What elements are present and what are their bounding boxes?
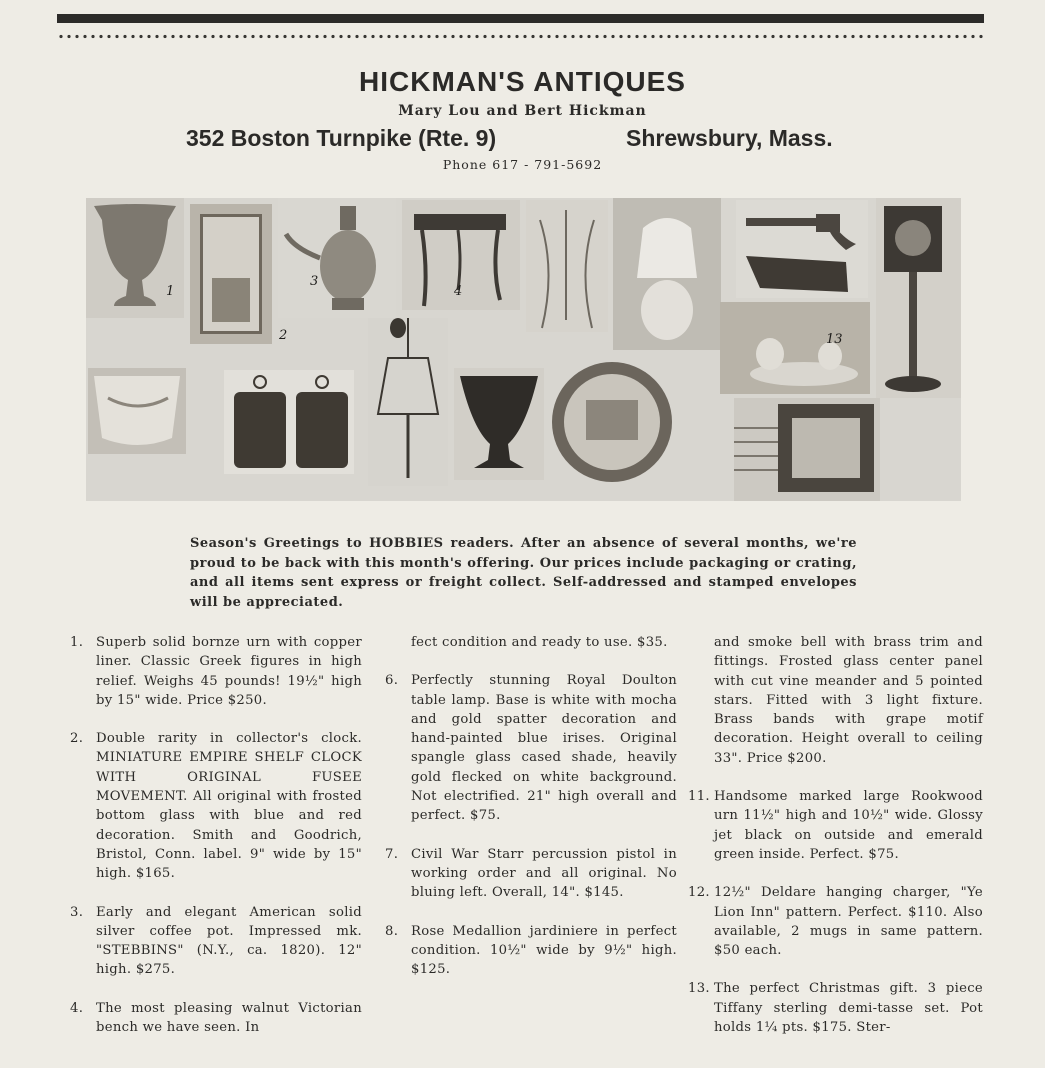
item-number: 6. bbox=[385, 673, 399, 689]
listing-column-2 bbox=[385, 633, 677, 998]
owners-line: Mary Lou and Bert Hickman bbox=[398, 103, 647, 119]
top-thick-rule bbox=[57, 14, 984, 23]
photo-label-1: 1 bbox=[166, 284, 175, 299]
photo-rose-medallion-jardiniere bbox=[88, 368, 186, 454]
photo-tiffany-tea-set bbox=[720, 302, 870, 394]
top-dotted-rule bbox=[57, 33, 984, 40]
item-number: 7. bbox=[385, 846, 399, 862]
charger-shape bbox=[548, 360, 678, 492]
continued-text: fect condition and ready to use. $35. bbox=[411, 635, 668, 650]
item-description: Rose Medallion jardiniere in perfect condition. 10½" wide by 9½" high. $125. bbox=[411, 923, 677, 978]
city-state: Shrewsbury, Mass. bbox=[626, 125, 833, 151]
item-number: 4. bbox=[70, 1000, 84, 1016]
photo-shelf-clock bbox=[190, 204, 272, 344]
continued-text: and smoke bell with brass trim and fittings. Frosted glass center panel with cut vine meander and 5 pointed stars. Fitted with 3 light fixture. Brass bands with grape motif decoration. Height overall to ceiling 33". Price $200. bbox=[714, 635, 983, 766]
list-item bbox=[688, 883, 983, 960]
item-description: Handsome marked large Rookwood urn 11½" high and 10½" wide. Glossy jet black on outside and emerald green inside. Perfect. $75. bbox=[714, 789, 983, 862]
item-description: Perfectly stunning Royal Doulton table lamp. Base is white with mocha and gold spatter decoration and hand-painted blue irises. Original spangle glass cased shade, heavily gold flecked on white background. Not electrified. 21" high overall and perfect. $75. bbox=[411, 673, 677, 824]
listing-column-3 bbox=[688, 633, 983, 1056]
photo-label-4: 4 bbox=[454, 284, 463, 299]
tea-set-shape bbox=[720, 302, 870, 394]
photo-label-13: 13 bbox=[826, 332, 843, 347]
street-address: 352 Boston Turnpike (Rte. 9) bbox=[186, 125, 497, 151]
item-number: 13. bbox=[688, 981, 710, 997]
list-item bbox=[385, 922, 677, 980]
coffee-pot-shape bbox=[278, 198, 396, 318]
list-item bbox=[70, 999, 362, 1038]
lamp-shape bbox=[613, 198, 721, 350]
photo-royal-doulton-lamp bbox=[613, 198, 721, 350]
item-description: Civil War Starr percussion pistol in working order and all original. No bluing left. Overall, 14". $145. bbox=[411, 846, 677, 901]
rookwood-urn-shape bbox=[454, 368, 544, 480]
photo-rookwood-urn bbox=[454, 368, 544, 480]
item-description: Superb solid bornze urn with copper liner. Classic Greek figures in high relief. Weighs 45 pounds! 19½" high by 15" wide. Price $250. bbox=[96, 635, 362, 708]
photo-dome-stand bbox=[876, 198, 961, 398]
photo-coffee-pot bbox=[278, 198, 396, 318]
photo-starr-pistol bbox=[736, 200, 868, 298]
photo-bronze-urn bbox=[86, 198, 184, 318]
list-item bbox=[70, 633, 362, 710]
lanterns-shape bbox=[224, 370, 354, 474]
intro-paragraph: Season's Greetings to HOBBIES readers. After an absence of several months, we're proud to be back with this month's offering. Our prices include packaging or crating, and all items sent express or freight collect. Self-addressed and stamped envelopes will be appreciated. bbox=[190, 536, 857, 610]
list-item bbox=[70, 729, 362, 883]
pistol-shape bbox=[736, 200, 868, 298]
photo-hanging-lamp bbox=[368, 318, 448, 486]
photo-deldare-charger bbox=[548, 360, 678, 492]
listing-column-1 bbox=[70, 633, 362, 1056]
item-description: The most pleasing walnut Victorian bench we have seen. In bbox=[96, 1000, 362, 1036]
wire-stand-shape bbox=[526, 200, 608, 332]
item-number: 2. bbox=[70, 731, 84, 747]
list-item bbox=[385, 671, 677, 825]
item-description: 12½" Deldare hanging charger, "Ye Lion Inn" pattern. Perfect. $110. Also available, 2 mugs in same pattern. $50 each. bbox=[714, 885, 983, 959]
photo-lanterns bbox=[224, 370, 354, 474]
urn-shape bbox=[86, 198, 184, 318]
item-number: 3. bbox=[70, 904, 84, 920]
photo-label-2: 2 bbox=[279, 328, 288, 343]
shop-name: HICKMAN'S ANTIQUES bbox=[359, 66, 686, 97]
item-description: Early and elegant American solid silver coffee pot. Impressed mk. "STEBBINS" (N.Y., ca. 1820). 12" high. $275. bbox=[96, 904, 362, 978]
dome-stand-shape bbox=[876, 198, 961, 398]
item-number: 8. bbox=[385, 923, 399, 939]
item-description: Double rarity in collector's clock. MINIATURE EMPIRE SHELF CLOCK WITH ORIGINAL FUSEE MOVEMENT. All original with frosted bottom glass with blue and red decoration. Smith and Goodrich, Bristol, Conn. label. 9" wide by 15" high. $165. bbox=[96, 731, 362, 882]
list-item bbox=[688, 787, 983, 864]
item-number: 11. bbox=[688, 789, 710, 805]
photo-display-rack bbox=[734, 398, 880, 501]
item-description: The perfect Christmas gift. 3 piece Tiffany sterling demi-tasse set. Pot holds 1¼ pts. $175. Ster- bbox=[714, 981, 983, 1036]
photo-collage bbox=[86, 198, 961, 501]
display-rack-shape bbox=[734, 398, 880, 501]
photo-label-3: 3 bbox=[310, 274, 319, 289]
jardiniere-shape bbox=[88, 368, 186, 454]
list-item bbox=[385, 845, 677, 903]
phone-number: Phone 617 - 791-5692 bbox=[442, 157, 603, 172]
hanging-lamp-shape bbox=[368, 318, 448, 486]
list-item bbox=[688, 979, 983, 1037]
item-number: 1. bbox=[70, 635, 84, 650]
photo-wire-stand bbox=[526, 200, 608, 332]
item-number: 12. bbox=[688, 885, 710, 901]
list-item bbox=[70, 903, 362, 980]
